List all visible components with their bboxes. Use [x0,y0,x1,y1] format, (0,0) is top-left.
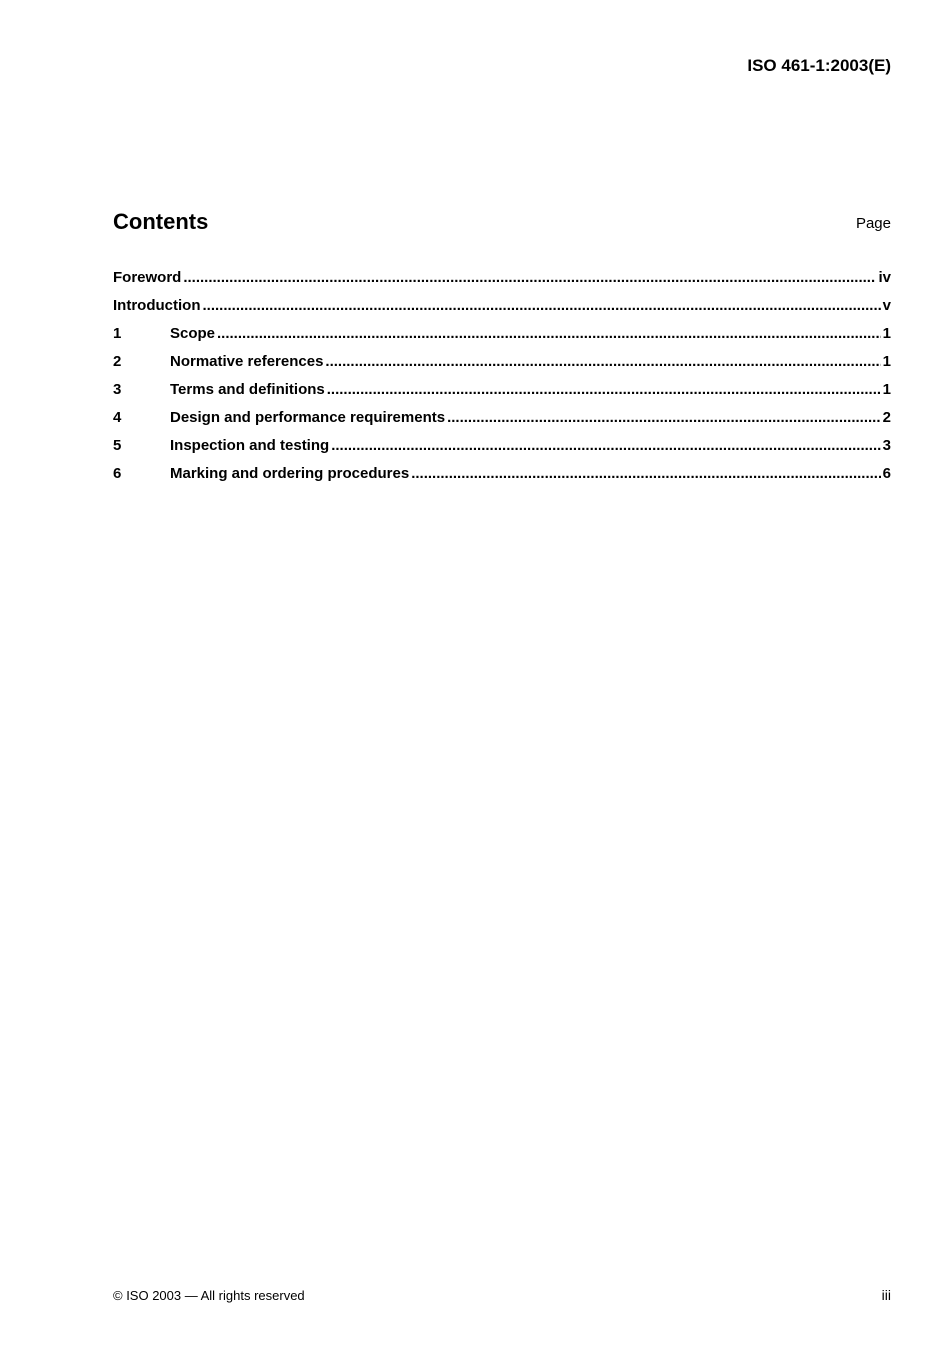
toc-entry-design-and-performance-requirements[interactable] [113,408,891,436]
toc-dot-leader [411,464,880,484]
toc-entry-normative-references[interactable] [113,352,891,380]
toc-dot-leader [327,380,881,400]
toc-dot-leader [325,352,880,372]
toc-entry-page: 1 [882,381,891,398]
toc-entry-page: v [882,297,891,314]
toc-entry-inspection-and-testing[interactable] [113,436,891,464]
toc-entry-foreword[interactable] [113,268,891,296]
toc-entry-marking-and-ordering-procedures[interactable] [113,464,891,492]
toc-dot-leader [447,408,881,428]
toc-entry-scope[interactable] [113,324,891,352]
toc-entry-number: 2 [113,353,122,370]
toc-entry-number: 6 [113,465,122,482]
toc-entry-title: Normative references [170,353,324,370]
contents-title: Contents [113,209,209,234]
footer-copyright: © ISO 2003 — All rights reserved [113,1288,305,1303]
toc-entry-number: 3 [113,381,122,398]
toc-entry-title: Introduction [113,297,201,314]
contents-heading [113,209,891,239]
toc-entry-title: Terms and definitions [170,381,325,398]
toc-entry-number: 5 [113,437,122,454]
toc-entry-title: Inspection and testing [170,437,330,454]
toc-entry-page: 6 [882,465,891,482]
toc-dot-leader [183,268,876,288]
toc-entry-page: 2 [882,409,891,426]
page-column-label: Page [855,215,891,232]
toc-entry-introduction[interactable] [113,296,891,324]
toc-dot-leader [331,436,880,456]
document-reference: ISO 461-1:2003(E) [747,56,891,75]
toc-entry-page: 3 [882,437,891,454]
footer-page-number: iii [881,1287,891,1303]
toc-entry-terms-and-definitions[interactable] [113,380,891,408]
toc-dot-leader [202,296,880,316]
toc-entry-number: 4 [113,409,122,426]
toc-entry-title: Scope [170,325,216,342]
toc-dot-leader [217,324,881,344]
toc-entry-title: Design and performance requirements [170,409,446,426]
toc-entry-page: 1 [882,325,891,342]
toc-entry-title: Foreword [113,269,182,286]
toc-entry-page: 1 [882,353,891,370]
table-of-contents [113,268,891,492]
toc-entry-title: Marking and ordering procedures [170,465,410,482]
toc-entry-number: 1 [113,325,122,342]
toc-entry-page: iv [878,269,891,286]
